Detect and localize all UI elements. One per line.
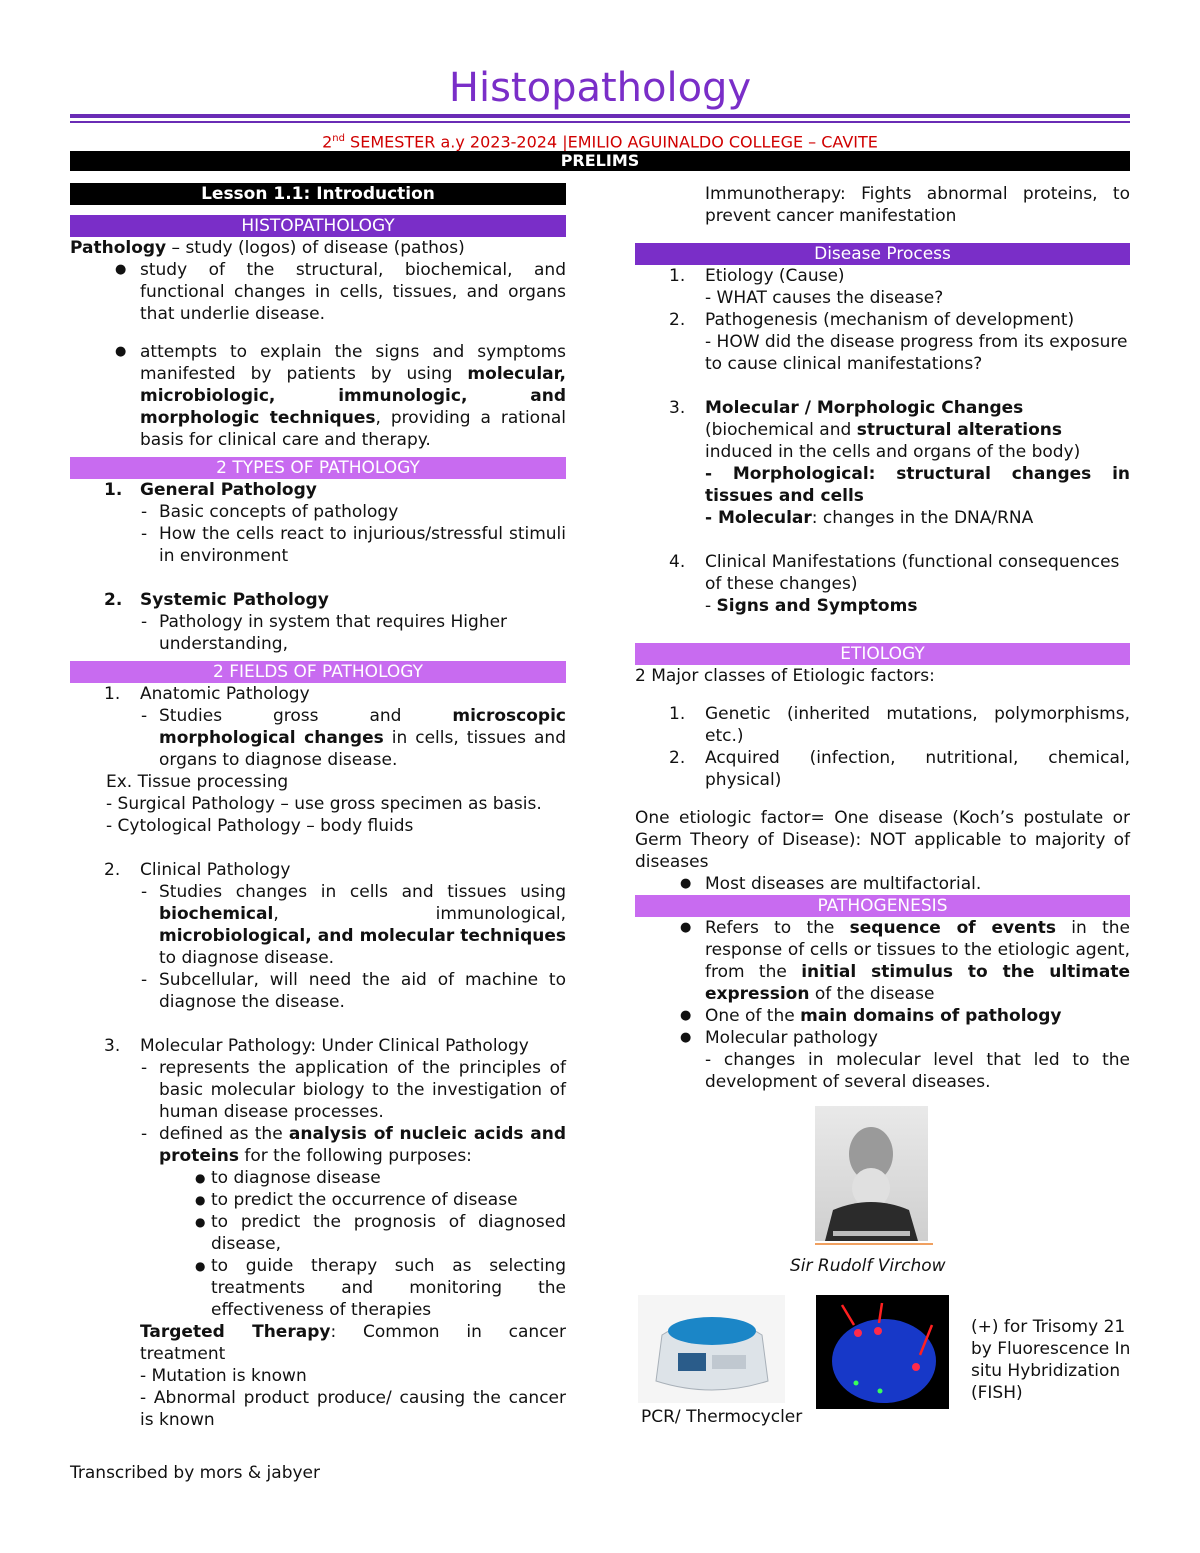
- list-item: ● Refers to the sequence of events in the response of cells or tissues to the etiologic agent, from the initial stimulus to the ultimate expression of the disease: [680, 918, 1130, 1004]
- section-bar-histopathology: HISTOPATHOLOGY: [70, 215, 566, 237]
- targeted-line: - Mutation is known: [140, 1366, 307, 1386]
- example-line: Ex. Tissue processing: [106, 772, 289, 792]
- list-sub: - HOW did the disease progress from its exposure to cause clinical manifestations?: [705, 332, 1128, 374]
- list-item: - defined as the analysis of nucleic acids and proteins for the following purposes:: [141, 1124, 566, 1166]
- list-item: - Studies gross and microscopic morphological changes in cells, tissues and organs to diagnose disease.: [141, 706, 566, 770]
- list-item: 3. Molecular Pathology: Under Clinical Pathology: [104, 1036, 529, 1056]
- section-bar-disease-process: Disease Process: [635, 243, 1130, 265]
- cytological-line: - Cytological Pathology – body fluids: [106, 816, 414, 836]
- list-item: ● to guide therapy such as selecting treatments and monitoring the effectiveness of therapies: [195, 1256, 566, 1320]
- footer-credit: Transcribed by mors & jabyer: [70, 1463, 320, 1483]
- virchow-caption: Sir Rudolf Virchow: [790, 1256, 946, 1276]
- list-item: - Subcellular, will need the aid of machine to diagnose the disease.: [141, 970, 566, 1012]
- list-item: ● to diagnose disease: [195, 1168, 381, 1188]
- major-classes: 2 Major classes of Etiologic factors:: [635, 666, 935, 686]
- section-bar-types: 2 TYPES OF PATHOLOGY: [70, 457, 566, 479]
- list-sub: - WHAT causes the disease?: [705, 288, 944, 308]
- left-column: [70, 183, 566, 1431]
- document-title: Histopathology: [448, 65, 752, 111]
- pcr-caption: PCR/ Thermocycler: [641, 1407, 803, 1427]
- targeted-line: - Abnormal product produce/ causing the cancer is known: [140, 1388, 566, 1430]
- virchow-portrait-image: [815, 1106, 928, 1241]
- surgical-line: - Surgical Pathology – use gross specimen as basis.: [106, 794, 542, 814]
- list-sub: - changes in molecular level that led to the development of several diseases.: [705, 1050, 1130, 1092]
- list-item: - Basic concepts of pathology: [141, 502, 399, 522]
- list-sub: (biochemical and structural alterations induced in the cells and organs of the body): [705, 420, 1081, 462]
- list-item: - Studies changes in cells and tissues using biochemical, immunological, microbiological, and molecular techniques to diagnose disease.: [141, 882, 566, 968]
- title-rule-thin: [70, 121, 1130, 123]
- list-sub: - Molecular: changes in the DNA/RNA: [705, 508, 1034, 528]
- list-item: 1. Etiology (Cause): [669, 266, 845, 286]
- list-item: ● Most diseases are multifactorial.: [680, 874, 982, 894]
- semester-line: 2nd SEMESTER a.y 2023-2024 |EMILIO AGUINALDO COLLEGE – CAVITE: [322, 132, 878, 152]
- list-item: 2. Clinical Pathology: [104, 860, 291, 880]
- list-item: 1. Anatomic Pathology: [104, 684, 310, 704]
- title-rule-thick: [70, 114, 1130, 118]
- list-item: ● study of the structural, biochemical, and functional changes in cells, tissues, and organs that underlie disease.: [115, 260, 566, 324]
- list-item: 2. Acquired (infection, nutritional, chemical, physical): [669, 748, 1130, 790]
- list-item: - How the cells react to injurious/stressful stimuli in environment: [141, 524, 566, 566]
- list-item: ● to predict the prognosis of diagnosed disease,: [195, 1212, 566, 1254]
- section-bar-pathogenesis: PATHOGENESIS: [635, 895, 1130, 917]
- list-item: 1. Genetic (inherited mutations, polymorphisms, etc.): [669, 704, 1130, 746]
- list-item: - Pathology in system that requires Higher understanding,: [141, 612, 508, 654]
- list-item: 4. Clinical Manifestations (functional consequences of these changes): [669, 552, 1120, 594]
- pathology-definition: Pathology – study (logos) of disease (pathos): [70, 238, 465, 258]
- fish-caption: (+) for Trisomy 21 by Fluorescence In situ Hybridization (FISH): [971, 1317, 1131, 1403]
- list-sub: - Morphological: structural changes in tissues and cells: [705, 464, 1130, 506]
- list-item: 2. Systemic Pathology: [104, 590, 329, 610]
- pcr-thermocycler-image: [638, 1295, 785, 1403]
- immunotherapy-text: Immunotherapy: Fights abnormal proteins, to prevent cancer manifestation: [705, 184, 1130, 226]
- list-item: ● One of the main domains of pathology: [680, 1006, 1062, 1026]
- list-item: ● Molecular pathology: [680, 1028, 878, 1048]
- caption-divider: [815, 1243, 933, 1245]
- right-column: [635, 183, 1130, 1093]
- fish-microscopy-image: [816, 1295, 949, 1409]
- list-sub: - Signs and Symptoms: [705, 596, 918, 616]
- prelims-bar: PRELIMS: [70, 151, 1130, 171]
- list-item: 2. Pathogenesis (mechanism of development): [669, 310, 1075, 330]
- section-bar-etiology: ETIOLOGY: [635, 643, 1130, 665]
- list-item: ● to predict the occurrence of disease: [195, 1190, 518, 1210]
- section-bar-fields: 2 FIELDS OF PATHOLOGY: [70, 661, 566, 683]
- list-item: 1. General Pathology: [104, 480, 317, 500]
- targeted-therapy: Targeted Therapy: Common in cancer treatment: [140, 1322, 566, 1364]
- list-item: ● attempts to explain the signs and symptoms manifested by patients by using molecular, microbiologic, immunologic, and morphologic techniques, providing a rational basis for clinical care and therapy.: [115, 342, 566, 450]
- lesson-heading: Lesson 1.1: Introduction: [70, 183, 566, 205]
- list-item: 3. Molecular / Morphologic Changes: [669, 398, 1024, 418]
- one-factor-text: One etiologic factor= One disease (Koch’s postulate or Germ Theory of Disease): NOT applicable to majority of diseases: [635, 808, 1130, 872]
- list-item: - represents the application of the principles of basic molecular biology to the investigation of human disease processes.: [141, 1058, 566, 1122]
